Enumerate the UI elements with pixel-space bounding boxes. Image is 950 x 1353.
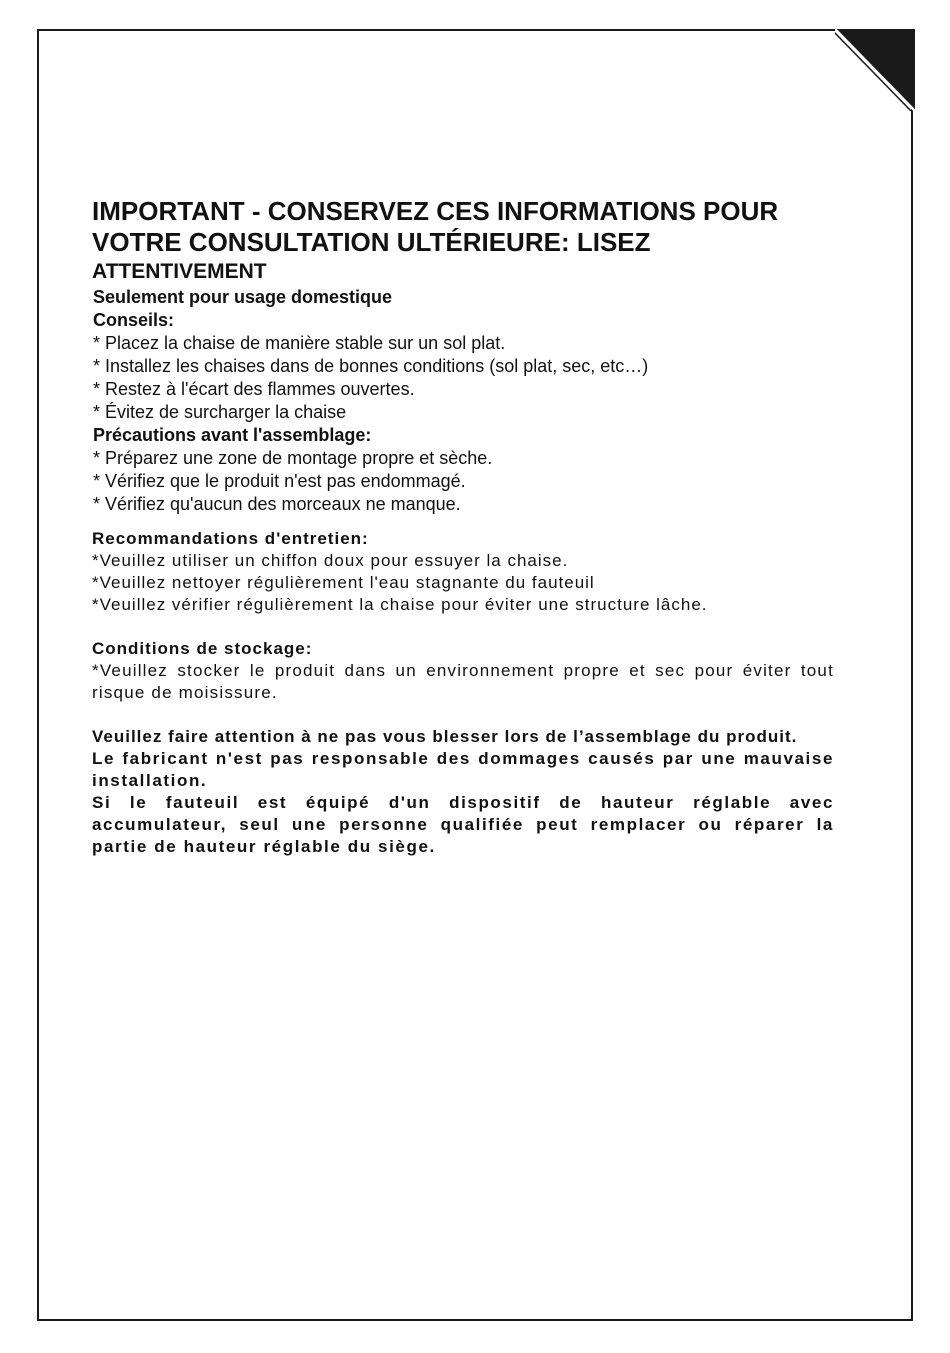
conseils-item: * Évitez de surcharger la chaise <box>93 402 347 422</box>
entretien-heading: Recommandations d'entretien: <box>92 529 369 548</box>
entretien-section <box>92 528 834 616</box>
precautions-item: * Préparez une zone de montage propre et sèche. <box>93 448 493 468</box>
document-body <box>92 196 834 858</box>
warning-height-adjust: Si le fauteuil est équipé d'un dispositif de hauteur réglable avec accumulateur, seul une personne qualifiée peut remplacer ou réparer la partie de hauteur réglable du siège. <box>92 793 834 856</box>
stockage-heading: Conditions de stockage: <box>92 639 313 658</box>
warning-injury: Veuillez faire attention à ne pas vous blesser lors de l’assemblage du produit. <box>92 727 798 746</box>
warning-manufacturer: Le fabricant n'est pas responsable des dommages causés par une mauvaise installation. <box>92 749 834 790</box>
conseils-item: * Restez à l'écart des flammes ouvertes. <box>93 379 415 399</box>
conseils-item: * Placez la chaise de manière stable sur un sol plat. <box>93 333 506 353</box>
entretien-item: *Veuillez vérifier régulièrement la chaise pour éviter une structure lâche. <box>92 595 708 614</box>
title-line-3: ATTENTIVEMENT <box>92 260 267 283</box>
title-line-2: VOTRE CONSULTATION ULTÉRIEURE: LISEZ <box>92 227 651 257</box>
warnings-section <box>92 726 834 858</box>
precautions-heading: Précautions avant l'assemblage: <box>93 425 372 445</box>
precautions-item: * Vérifiez que le produit n'est pas endommagé. <box>93 471 466 491</box>
conseils-item: * Installez les chaises dans de bonnes conditions (sol plat, sec, etc…) <box>93 356 649 376</box>
conseils-heading: Conseils: <box>93 310 175 330</box>
title-line-1: IMPORTANT - CONSERVEZ CES INFORMATIONS POUR <box>92 196 779 226</box>
stockage-section <box>92 638 834 704</box>
usage-note: Seulement pour usage domestique <box>93 287 393 307</box>
entretien-item: *Veuillez nettoyer régulièrement l'eau stagnante du fauteuil <box>92 573 595 592</box>
stockage-text: *Veuillez stocker le produit dans un environnement propre et sec pour éviter tout risque de moisissure. <box>92 661 834 702</box>
precautions-item: * Vérifiez qu'aucun des morceaux ne manque. <box>93 494 461 514</box>
page-corner-fold <box>835 29 915 111</box>
entretien-item: *Veuillez utiliser un chiffon doux pour essuyer la chaise. <box>92 551 569 570</box>
